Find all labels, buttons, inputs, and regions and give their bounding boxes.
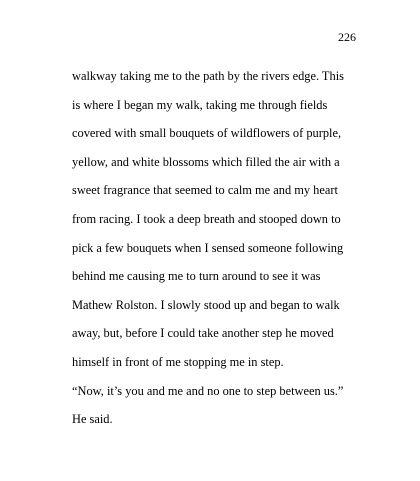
text-line: Mathew Rolston. I slowly stood up and began to walk	[72, 297, 340, 312]
text-line: walkway taking me to the path by the rivers edge. This	[72, 69, 344, 83]
text-line: away, but, before I could take another step he moved	[72, 326, 334, 341]
page-number: 226	[338, 30, 356, 44]
text-line: sweet fragrance that seemed to calm me and my heart	[72, 183, 338, 198]
text-line: behind me causing me to turn around to see it was	[72, 269, 321, 284]
text-line: yellow, and white blossoms which filled the air with a	[72, 154, 340, 169]
text-line: pick a few bouquets when I sensed someone following	[72, 240, 344, 255]
text-line: himself in front of me stopping me in step.	[72, 354, 284, 369]
text-line: covered with small bouquets of wildflowers of purple,	[72, 126, 342, 141]
text-line: from racing. I took a deep breath and stooped down to	[72, 211, 341, 226]
text-line: “Now, it’s you and me and no one to step between us.”	[72, 383, 344, 398]
text-line: He said.	[72, 412, 113, 427]
body-text	[72, 62, 372, 434]
text-line: is where I began my walk, taking me through fields	[72, 97, 328, 112]
